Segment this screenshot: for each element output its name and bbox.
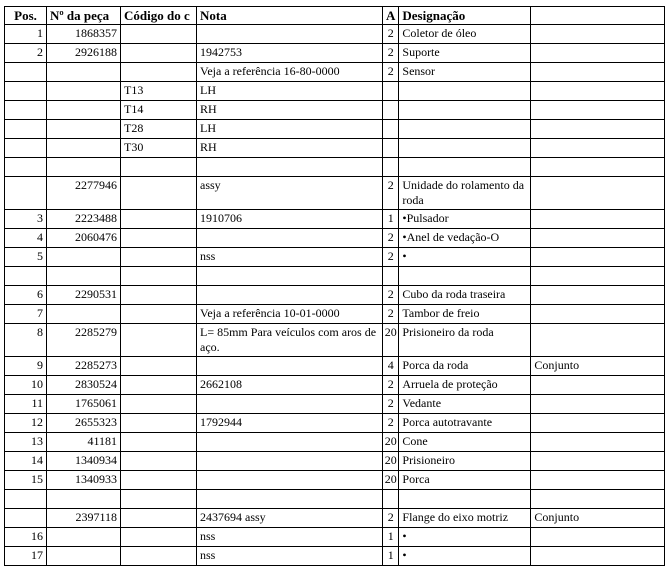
code-cell [121, 547, 197, 566]
extra-cell [531, 286, 665, 305]
pos-cell [5, 120, 47, 139]
table-row [5, 210, 665, 229]
pos-cell [5, 267, 47, 286]
quantity-cell: 2 [383, 248, 399, 267]
part-number-cell: 1765061 [47, 395, 121, 414]
designation-cell: Porca [399, 471, 531, 490]
pos-cell: 9 [5, 357, 47, 376]
note-cell: nss [197, 528, 383, 547]
note-cell: RH [197, 101, 383, 120]
designation-cell: Flange do eixo motriz [399, 509, 531, 528]
pos-cell: 8 [5, 324, 47, 357]
extra-cell [531, 210, 665, 229]
extra-cell [531, 490, 665, 509]
pos-cell [5, 82, 47, 101]
part-number-cell: 1868357 [47, 25, 121, 44]
part-number-cell [47, 63, 121, 82]
header-designation: Designação [399, 7, 531, 25]
code-cell [121, 324, 197, 357]
part-number-cell: 1340934 [47, 452, 121, 471]
code-cell [121, 44, 197, 63]
quantity-cell: 4 [383, 357, 399, 376]
extra-cell: Conjunto [531, 509, 665, 528]
part-number-cell [47, 490, 121, 509]
header-note: Nota [197, 7, 383, 25]
part-number-cell: 2655323 [47, 414, 121, 433]
part-number-cell [47, 547, 121, 566]
code-cell [121, 433, 197, 452]
note-cell: assy [197, 177, 383, 210]
header-row [5, 7, 665, 25]
table-row [5, 357, 665, 376]
quantity-cell [383, 101, 399, 120]
part-number-cell: 2277946 [47, 177, 121, 210]
note-cell [197, 267, 383, 286]
code-cell [121, 286, 197, 305]
table-row [5, 177, 665, 210]
quantity-cell: 20 [383, 452, 399, 471]
extra-cell [531, 229, 665, 248]
code-cell [121, 229, 197, 248]
part-number-cell [47, 139, 121, 158]
note-cell [197, 452, 383, 471]
header-extra [531, 7, 665, 25]
extra-cell [531, 414, 665, 433]
code-cell [121, 210, 197, 229]
code-cell [121, 63, 197, 82]
quantity-cell: 1 [383, 528, 399, 547]
pos-cell: 16 [5, 528, 47, 547]
part-number-cell: 2290531 [47, 286, 121, 305]
designation-cell: Arruela de proteção [399, 376, 531, 395]
extra-cell [531, 433, 665, 452]
quantity-cell: 2 [383, 44, 399, 63]
code-cell: T13 [121, 82, 197, 101]
quantity-cell: 1 [383, 547, 399, 566]
code-cell [121, 25, 197, 44]
quantity-cell: 1 [383, 210, 399, 229]
table-row [5, 158, 665, 177]
extra-cell [531, 324, 665, 357]
note-cell: nss [197, 248, 383, 267]
table-row [5, 490, 665, 509]
table-row [5, 120, 665, 139]
part-number-cell: 41181 [47, 433, 121, 452]
pos-cell: 7 [5, 305, 47, 324]
designation-cell: Porca da roda [399, 357, 531, 376]
extra-cell [531, 376, 665, 395]
designation-cell: • [399, 528, 531, 547]
code-cell [121, 357, 197, 376]
note-cell [197, 158, 383, 177]
table-row [5, 395, 665, 414]
pos-cell: 10 [5, 376, 47, 395]
designation-cell [399, 158, 531, 177]
note-cell: nss [197, 547, 383, 566]
extra-cell [531, 63, 665, 82]
extra-cell [531, 177, 665, 210]
pos-cell [5, 101, 47, 120]
pos-cell: 1 [5, 25, 47, 44]
designation-cell: Sensor [399, 63, 531, 82]
header-qty: A [383, 7, 399, 25]
designation-cell: • [399, 547, 531, 566]
part-number-cell [47, 158, 121, 177]
pos-cell [5, 139, 47, 158]
extra-cell [531, 267, 665, 286]
part-number-cell: 1340933 [47, 471, 121, 490]
note-cell: Veja a referência 16-80-0000 [197, 63, 383, 82]
part-number-cell [47, 82, 121, 101]
extra-cell [531, 101, 665, 120]
quantity-cell [383, 139, 399, 158]
quantity-cell [383, 490, 399, 509]
note-cell [197, 357, 383, 376]
designation-cell: Cone [399, 433, 531, 452]
extra-cell [531, 305, 665, 324]
code-cell [121, 376, 197, 395]
note-cell [197, 433, 383, 452]
code-cell [121, 305, 197, 324]
extra-cell [531, 158, 665, 177]
table-row [5, 63, 665, 82]
pos-cell: 13 [5, 433, 47, 452]
designation-cell: Cubo da roda traseira [399, 286, 531, 305]
code-cell [121, 452, 197, 471]
header-part-no: Nº da peça [47, 7, 121, 25]
part-number-cell: 2285273 [47, 357, 121, 376]
code-cell [121, 471, 197, 490]
table-row [5, 376, 665, 395]
extra-cell [531, 547, 665, 566]
extra-cell [531, 25, 665, 44]
code-cell: T28 [121, 120, 197, 139]
note-cell: LH [197, 82, 383, 101]
quantity-cell: 2 [383, 63, 399, 82]
table-row [5, 82, 665, 101]
quantity-cell: 2 [383, 414, 399, 433]
extra-cell [531, 528, 665, 547]
extra-cell [531, 471, 665, 490]
extra-cell [531, 452, 665, 471]
quantity-cell: 20 [383, 324, 399, 357]
pos-cell [5, 509, 47, 528]
quantity-cell: 2 [383, 229, 399, 248]
part-number-cell: 2060476 [47, 229, 121, 248]
quantity-cell: 2 [383, 305, 399, 324]
table-row [5, 414, 665, 433]
pos-cell [5, 177, 47, 210]
quantity-cell: 2 [383, 509, 399, 528]
note-cell: 1910706 [197, 210, 383, 229]
designation-cell: Porca autotravante [399, 414, 531, 433]
code-cell [121, 248, 197, 267]
quantity-cell [383, 120, 399, 139]
part-number-cell [47, 248, 121, 267]
designation-cell: Suporte [399, 44, 531, 63]
quantity-cell [383, 267, 399, 286]
part-number-cell: 2926188 [47, 44, 121, 63]
note-cell [197, 229, 383, 248]
quantity-cell: 2 [383, 395, 399, 414]
note-cell: LH [197, 120, 383, 139]
designation-cell: Vedante [399, 395, 531, 414]
quantity-cell: 2 [383, 286, 399, 305]
pos-cell: 6 [5, 286, 47, 305]
extra-cell [531, 120, 665, 139]
quantity-cell: 2 [383, 25, 399, 44]
designation-cell: Coletor de óleo [399, 25, 531, 44]
pos-cell: 3 [5, 210, 47, 229]
part-number-cell: 2285279 [47, 324, 121, 357]
table-row [5, 528, 665, 547]
designation-cell [399, 490, 531, 509]
note-cell: L= 85mm Para veículos com aros de aço. [197, 324, 383, 357]
table-row [5, 139, 665, 158]
table-row [5, 101, 665, 120]
part-number-cell: 2397118 [47, 509, 121, 528]
quantity-cell: 2 [383, 376, 399, 395]
table-row [5, 267, 665, 286]
part-number-cell [47, 528, 121, 547]
quantity-cell [383, 82, 399, 101]
table-row [5, 433, 665, 452]
quantity-cell [383, 158, 399, 177]
note-cell: Veja a referência 10-01-0000 [197, 305, 383, 324]
part-number-cell: 2223488 [47, 210, 121, 229]
table-row [5, 509, 665, 528]
quantity-cell: 20 [383, 471, 399, 490]
pos-cell [5, 63, 47, 82]
table-row [5, 248, 665, 267]
designation-cell: • [399, 248, 531, 267]
code-cell [121, 509, 197, 528]
part-number-cell [47, 267, 121, 286]
pos-cell: 14 [5, 452, 47, 471]
designation-cell: Unidade do rolamento da roda [399, 177, 531, 210]
pos-cell: 15 [5, 471, 47, 490]
designation-cell: Prisioneiro da roda [399, 324, 531, 357]
extra-cell [531, 139, 665, 158]
designation-cell: Tambor de freio [399, 305, 531, 324]
quantity-cell: 20 [383, 433, 399, 452]
header-code: Código do c [121, 7, 197, 25]
table-row [5, 471, 665, 490]
part-number-cell [47, 120, 121, 139]
note-cell: RH [197, 139, 383, 158]
parts-table [4, 6, 665, 566]
part-number-cell [47, 305, 121, 324]
part-number-cell [47, 101, 121, 120]
code-cell [121, 490, 197, 509]
designation-cell: •Pulsador [399, 210, 531, 229]
designation-cell [399, 139, 531, 158]
table-body [5, 25, 665, 566]
table-row [5, 44, 665, 63]
pos-cell: 11 [5, 395, 47, 414]
table-header [5, 7, 665, 25]
note-cell: 2437694 assy [197, 509, 383, 528]
quantity-cell: 2 [383, 177, 399, 210]
pos-cell: 5 [5, 248, 47, 267]
designation-cell [399, 267, 531, 286]
pos-cell: 17 [5, 547, 47, 566]
part-number-cell: 2830524 [47, 376, 121, 395]
designation-cell: Prisioneiro [399, 452, 531, 471]
pos-cell: 12 [5, 414, 47, 433]
extra-cell: Conjunto [531, 357, 665, 376]
table-row [5, 25, 665, 44]
table-row [5, 324, 665, 357]
note-cell: 1942753 [197, 44, 383, 63]
table-row [5, 452, 665, 471]
designation-cell: •Anel de vedação-O [399, 229, 531, 248]
note-cell: 2662108 [197, 376, 383, 395]
code-cell [121, 395, 197, 414]
designation-cell [399, 82, 531, 101]
code-cell: T30 [121, 139, 197, 158]
note-cell [197, 395, 383, 414]
table-row [5, 286, 665, 305]
designation-cell [399, 101, 531, 120]
table-row [5, 547, 665, 566]
code-cell [121, 177, 197, 210]
extra-cell [531, 44, 665, 63]
table-row [5, 305, 665, 324]
designation-cell [399, 120, 531, 139]
note-cell [197, 471, 383, 490]
note-cell: 1792944 [197, 414, 383, 433]
code-cell [121, 267, 197, 286]
pos-cell: 4 [5, 229, 47, 248]
extra-cell [531, 248, 665, 267]
note-cell [197, 286, 383, 305]
note-cell [197, 25, 383, 44]
note-cell [197, 490, 383, 509]
code-cell [121, 414, 197, 433]
code-cell [121, 158, 197, 177]
table-row [5, 229, 665, 248]
code-cell [121, 528, 197, 547]
extra-cell [531, 395, 665, 414]
pos-cell [5, 490, 47, 509]
pos-cell: 2 [5, 44, 47, 63]
header-pos: Pos. [5, 7, 47, 25]
extra-cell [531, 82, 665, 101]
pos-cell [5, 158, 47, 177]
code-cell: T14 [121, 101, 197, 120]
